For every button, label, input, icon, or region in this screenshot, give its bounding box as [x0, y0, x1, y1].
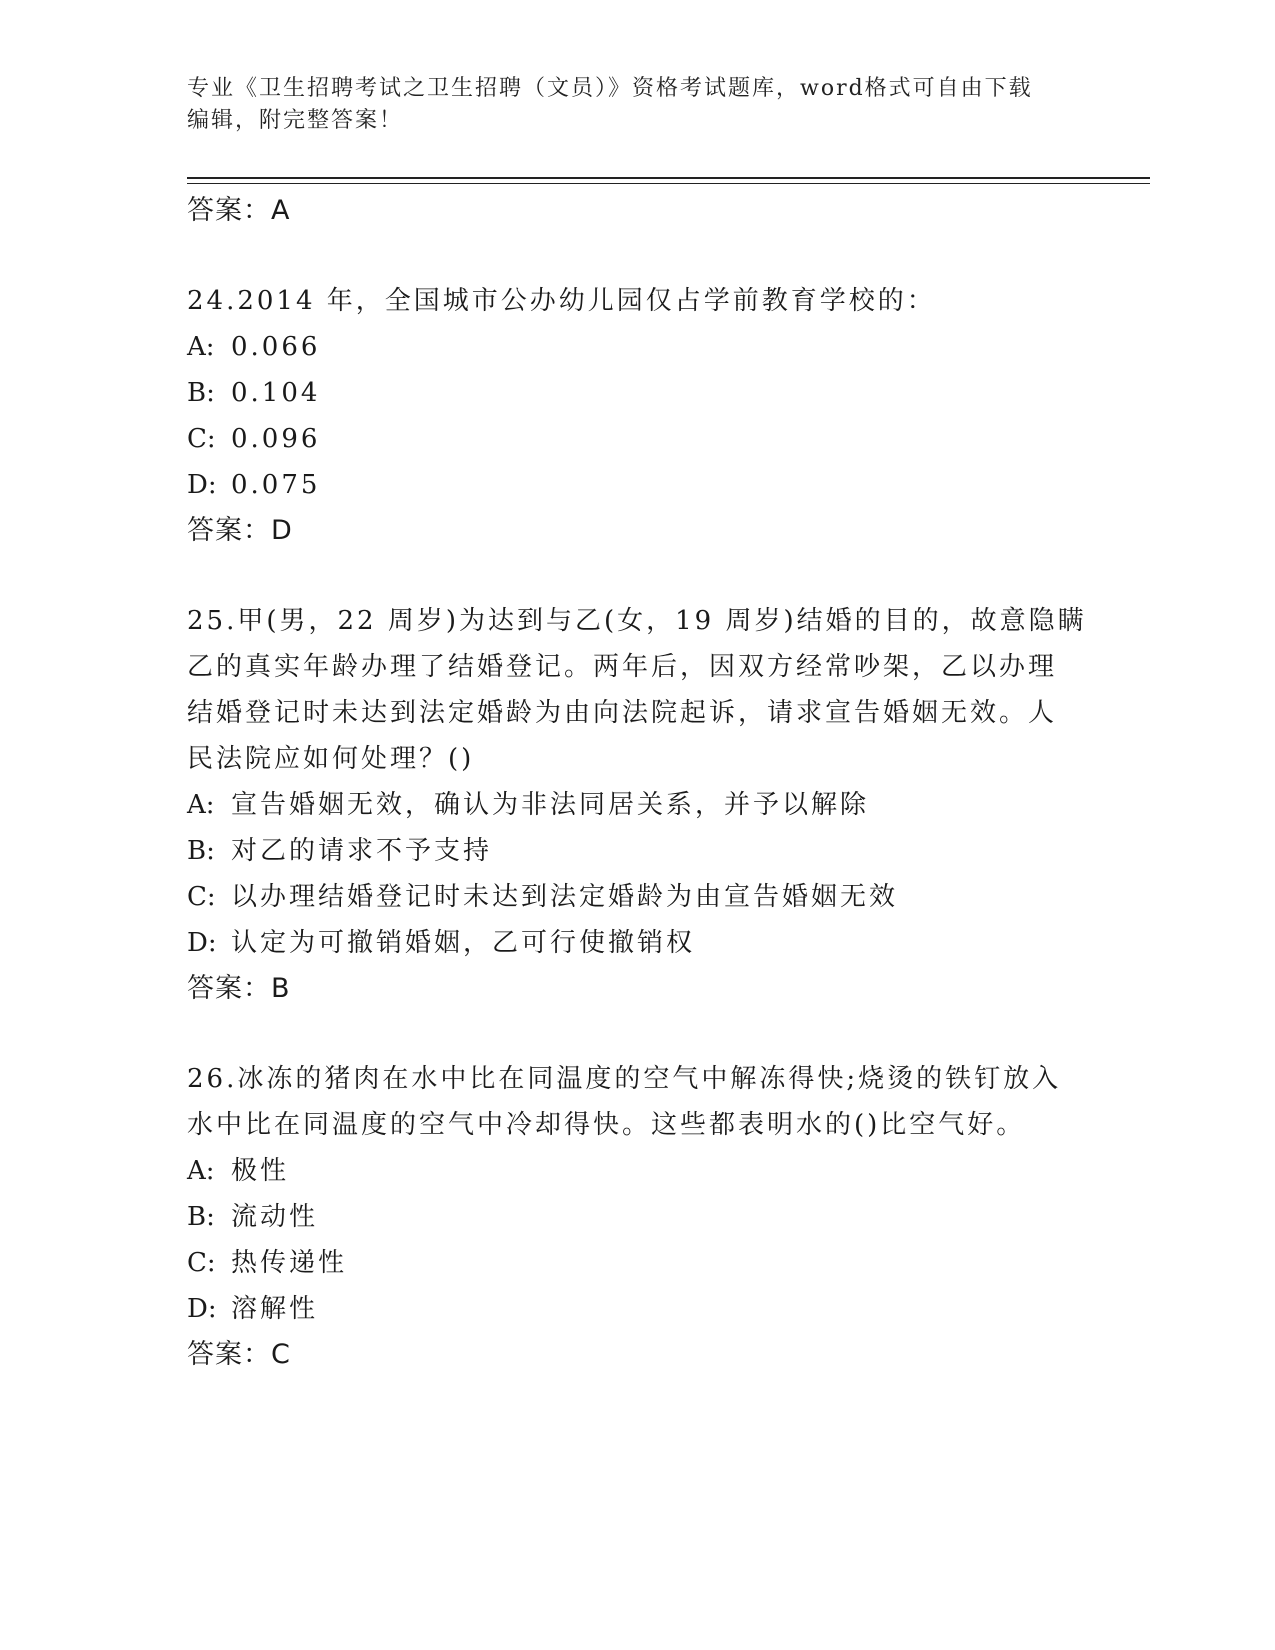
option-text: 宣告婚姻无效，确认为非法同居关系，并予以解除 [231, 790, 870, 820]
option-d [187, 1286, 1087, 1332]
answer: 答案：C [187, 1339, 291, 1370]
question-text: 乙的真实年龄办理了结婚登记。两年后，因双方经常吵架，乙以办理 [187, 652, 1058, 682]
header-line-1: 专业《卫生招聘考试之卫生招聘（文员）》资格考试题库，word格式可自由下载 [187, 76, 1033, 101]
question-text: 结婚登记时未达到法定婚龄为由向法院起诉，请求宣告婚姻无效。人 [187, 698, 1058, 728]
option-key: B: [187, 1202, 215, 1232]
option-text: 0.075 [231, 470, 321, 500]
question-25 [187, 598, 1087, 1012]
option-c [187, 416, 1087, 462]
option-key: A: [187, 332, 215, 362]
option-key: B: [187, 836, 215, 866]
previous-answer: 答案：A [187, 195, 291, 226]
option-key: D: [187, 470, 217, 500]
question-text: 26.冰冻的猪肉在水中比在同温度的空气中解冻得快;烧烫的铁钉放入 [187, 1064, 1062, 1094]
option-text: 对乙的请求不予支持 [231, 836, 493, 866]
document-header [187, 73, 1087, 137]
option-key: C: [187, 882, 216, 912]
option-b [187, 828, 1087, 874]
option-text: 0.096 [231, 424, 321, 454]
option-text: 以办理结婚登记时未达到法定婚龄为由宣告婚姻无效 [231, 882, 899, 912]
answer: 答案：B [187, 973, 291, 1004]
answer: 答案：D [187, 515, 293, 546]
option-text: 极性 [231, 1156, 290, 1186]
option-text: 认定为可撤销婚姻，乙可行使撤销权 [231, 928, 696, 958]
option-text: 0.104 [231, 378, 321, 408]
option-text: 溶解性 [231, 1294, 319, 1324]
option-b [187, 370, 1087, 416]
question-text: 24.2014 年，全国城市公办幼儿园仅占学前教育学校的： [187, 286, 936, 316]
option-key: C: [187, 1248, 216, 1278]
option-a [187, 782, 1087, 828]
option-key: A: [187, 790, 215, 820]
option-key: D: [187, 928, 217, 958]
option-a [187, 324, 1087, 370]
option-a [187, 1148, 1087, 1194]
header-line-2: 编辑，附完整答案！ [187, 108, 404, 133]
question-list [187, 188, 1087, 1378]
spacer [187, 1012, 1087, 1056]
option-key: C: [187, 424, 216, 454]
option-c [187, 874, 1087, 920]
option-text: 流动性 [231, 1202, 319, 1232]
option-d [187, 920, 1087, 966]
spacer [187, 554, 1087, 598]
spacer [187, 234, 1087, 278]
option-key: D: [187, 1294, 217, 1324]
option-b [187, 1194, 1087, 1240]
option-text: 热传递性 [231, 1248, 348, 1278]
question-text: 民法院应如何处理？() [187, 744, 475, 774]
option-text: 0.066 [231, 332, 321, 362]
option-key: B: [187, 378, 215, 408]
question-text: 水中比在同温度的空气中冷却得快。这些都表明水的()比空气好。 [187, 1110, 1026, 1140]
question-text: 25.甲(男，22 周岁)为达到与乙(女，19 周岁)结婚的目的，故意隐瞒 [187, 606, 1087, 636]
question-24 [187, 278, 1087, 554]
option-key: A: [187, 1156, 215, 1186]
header-divider-thick [187, 177, 1150, 179]
header-divider-thin [187, 183, 1150, 184]
option-d [187, 462, 1087, 508]
option-c [187, 1240, 1087, 1286]
question-26 [187, 1056, 1087, 1378]
